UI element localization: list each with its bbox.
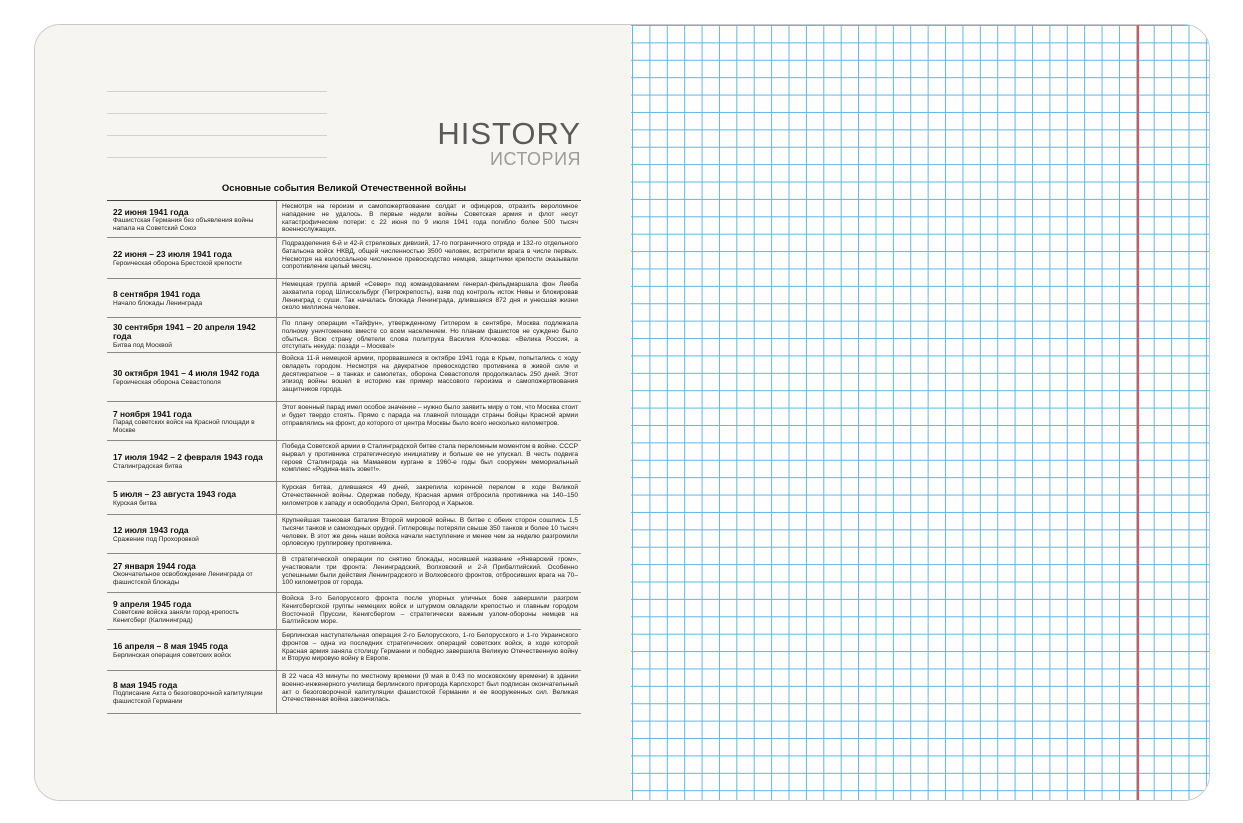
page-title-en: HISTORY: [437, 116, 581, 151]
event-row: [107, 201, 581, 238]
event-date-cell: [107, 279, 277, 317]
event-description: В 22 часа 43 минуты по местному времени (9 мая в 0:43 по московскому времени) в здании военно-инженерного училища берлинского пригорода Карлсхорст был подписан окончательный акт о безоговорочной капитуляции фашистской Германии и ее вооруженных сил. Великая Отечественная война закончилась.: [282, 673, 578, 704]
event-subtitle: Фашистская Германия без объявления войны напала на Советский Союз: [113, 217, 254, 232]
event-description: Этот военный парад имел особое значение – нужно было заявить миру о том, что Москва стоит и будет твердо стоять. Прямо с парада на главной площади страны бойцы Красной армии отправлялись на фронт, до которого от центра Москвы было всего несколько километров.: [282, 404, 578, 427]
event-date: 16 апреля – 8 мая 1945 года: [113, 641, 228, 652]
event-date-cell: [107, 482, 277, 514]
event-subtitle: Сталинградская битва: [113, 462, 183, 470]
event-description: Немецкая группа армий «Север» под командованием генерал-фельдмаршала фон Лееба захватила город Шлиссельбург (Петрокрепость), взяв под контроль исток Невы и блокировав Ленинград с суши. Так началась блокада Ленинграда, длившаяся 872 дня и унесшая жизни около миллиона человек.: [282, 281, 578, 312]
event-date-cell: [107, 671, 277, 713]
event-date: 17 июля 1942 – 2 февраля 1943 года: [113, 452, 263, 463]
event-date: 8 сентября 1941 года: [113, 289, 201, 300]
event-subtitle: Курская битва: [113, 499, 157, 507]
event-description: По плану операции «Тайфун», утвержденному Гитлером в сентябре, Москва подлежала полному уничтожению вместе со всем населением. Но планам фашистов не суждено было сбыться. Всю страну облетели слова политрука Василия Клочкова: «Велика Россия, а отступать некуда: позади – Москва!»: [282, 320, 578, 351]
event-subtitle: Советские войска заняли город-крепость Кенигсберг (Калининград): [113, 609, 239, 624]
name-write-lines: [107, 91, 327, 179]
event-subtitle: Берлинская операция советских войск: [113, 651, 231, 659]
table-title: Основные события Великой Отечественной войны: [221, 183, 467, 194]
event-date-cell: [107, 441, 277, 481]
event-date: 22 июня – 23 июля 1941 года: [113, 249, 232, 260]
event-row: [107, 630, 581, 671]
event-subtitle: Битва под Москвой: [113, 341, 172, 349]
write-line: [107, 113, 327, 114]
event-description: Подразделения 6-й и 42-й стрелковых дивизий, 17-го пограничного отряда и 132-го отдельного батальона войск НКВД, общей численностью 3500 человек, встретили врага в числе первых. Несмотря на колоссальное численное превосходство немцев, защитники крепости оказывали сопротивление целый месяц.: [282, 240, 578, 271]
event-description: В стратегической операции по снятию блокады, носившей название «Январский гром», участвовали три фронта: Ленинградский, Волховский и 2-й Прибалтийский. Особенно успешными были действия Ленинградского и Волховского фронтов, отбросивших врага на 70–100 километров от города.: [282, 556, 578, 587]
event-row: [107, 554, 581, 593]
event-date: 30 сентября 1941 – 20 апреля 1942 года: [113, 321, 256, 342]
event-row: [107, 318, 581, 353]
event-date: 8 мая 1945 года: [113, 679, 178, 690]
event-date: 22 июня 1941 года: [113, 206, 189, 217]
graph-paper-page: [631, 25, 1209, 800]
event-date: 30 октября 1941 – 4 июля 1942 года: [113, 368, 260, 379]
event-date-cell: [107, 318, 277, 352]
event-row: [107, 353, 581, 402]
event-row: [107, 279, 581, 318]
event-date: 9 апреля 1945 года: [113, 598, 192, 609]
write-line: [107, 135, 327, 136]
event-description: Крупнейшая танковая баталия Второй мировой войны. В битве с обеих сторон сошлись 1,5 тысячи танков и самоходных орудий. Гитлеровцы потеряли свыше 350 танков и более 10 тысяч человек. В этот же день наши войска начали наступление и менее чем за неделю разгромили орловскую группировку противника.: [282, 517, 578, 548]
event-date-cell: [107, 515, 277, 553]
event-row: [107, 238, 581, 279]
event-row: [107, 482, 581, 515]
event-date: 5 июля – 23 августа 1943 года: [113, 489, 237, 500]
event-subtitle: Подписание Акта о безоговорочной капитуляции фашистской Германии: [113, 690, 263, 705]
event-description: Войска 3-го Белорусского фронта после упорных уличных боев завершили разгром Кенигсбергской группы немецких войск и штурмом овладели крепостью и главным городом Восточной Пруссии, Кенигсбергом – стратегически важным узлом-обороны немцев на Балтийском море.: [282, 595, 578, 626]
event-date-cell: [107, 554, 277, 592]
margin-line: [1137, 25, 1139, 800]
event-row: [107, 593, 581, 630]
event-date-cell: [107, 353, 277, 401]
event-date-cell: [107, 593, 277, 629]
event-subtitle: Окончательное освобождение Ленинграда от фашистской блокады: [113, 571, 253, 586]
event-date: 27 января 1944 года: [113, 560, 196, 571]
event-subtitle: Парад советских войск на Красной площади в Москве: [113, 419, 255, 434]
event-description: Курская битва, длившаяся 49 дней, закрепила коренной перелом в ходе Великой Отечественной войны. Одержав победу, Красная армия отбросила противника на 140–150 километров к западу и освободила Орел, Белгород и Харьков.: [282, 484, 578, 507]
write-line: [107, 157, 327, 158]
event-date-cell: [107, 402, 277, 440]
event-date-cell: [107, 201, 277, 237]
event-subtitle: Начало блокады Ленинграда: [113, 299, 203, 307]
event-subtitle: Сражение под Прохоровкой: [113, 535, 199, 543]
event-date-cell: [107, 238, 277, 278]
event-date: 12 июля 1943 года: [113, 525, 189, 536]
event-description: Берлинская наступательная операция 2-го Белорусского, 1-го Белорусского и 1-го Украинского фронтов – одна из последних стратегических операций советских войск, в ходе которой Красная армия заняла столицу Германии и победно завершила Великую Отечественную войну и Вторую мировую войну в Европе.: [282, 632, 578, 663]
page-title-ru: ИСТОРИЯ: [490, 149, 581, 169]
event-description: Победа Советской армии в Сталинградской битве стала переломным моментом в войне. СССР вырвал у противника стратегическую инициативу и больше ее не упускал. В честь подвига героев Сталинграда на Мамаевом кургане в 1960-е годы был сооружен мемориальный комплекс «Родина-мать зовет!».: [282, 443, 578, 474]
history-page: [35, 25, 631, 800]
event-subtitle: Героическая оборона Брестской крепости: [113, 259, 242, 267]
event-row: [107, 671, 581, 714]
event-row: [107, 402, 581, 441]
event-date: 7 ноября 1941 года: [113, 408, 192, 419]
event-row: [107, 441, 581, 482]
events-table: [107, 200, 581, 714]
event-row: [107, 515, 581, 554]
write-line: [107, 91, 327, 92]
event-description: Несмотря на героизм и самопожертвование солдат и офицеров, отразить вероломное нападение не удалось. В первые недели войны Советская армия и флот несут катастрофические потери: с 22 июня по 9 июля 1941 года погибло более 500 тысяч военнослужащих.: [282, 203, 578, 234]
event-date-cell: [107, 630, 277, 670]
event-description: Войска 11-й немецкой армии, прорвавшиеся в октябре 1941 года в Крым, попытались с ходу овладеть городом. Несмотря на двукратное превосходство противника в живой силе и десятикратное – в танках и самолетах, оборона Севастополя продолжалась 250 дней. Этот эпизод войны вошел в историю как пример массового героизма и самопожертвования защитников города.: [282, 355, 578, 394]
event-subtitle: Героическая оборона Севастополя: [113, 378, 221, 386]
grid-pattern: [631, 25, 1209, 800]
notebook-spread: [34, 24, 1210, 801]
